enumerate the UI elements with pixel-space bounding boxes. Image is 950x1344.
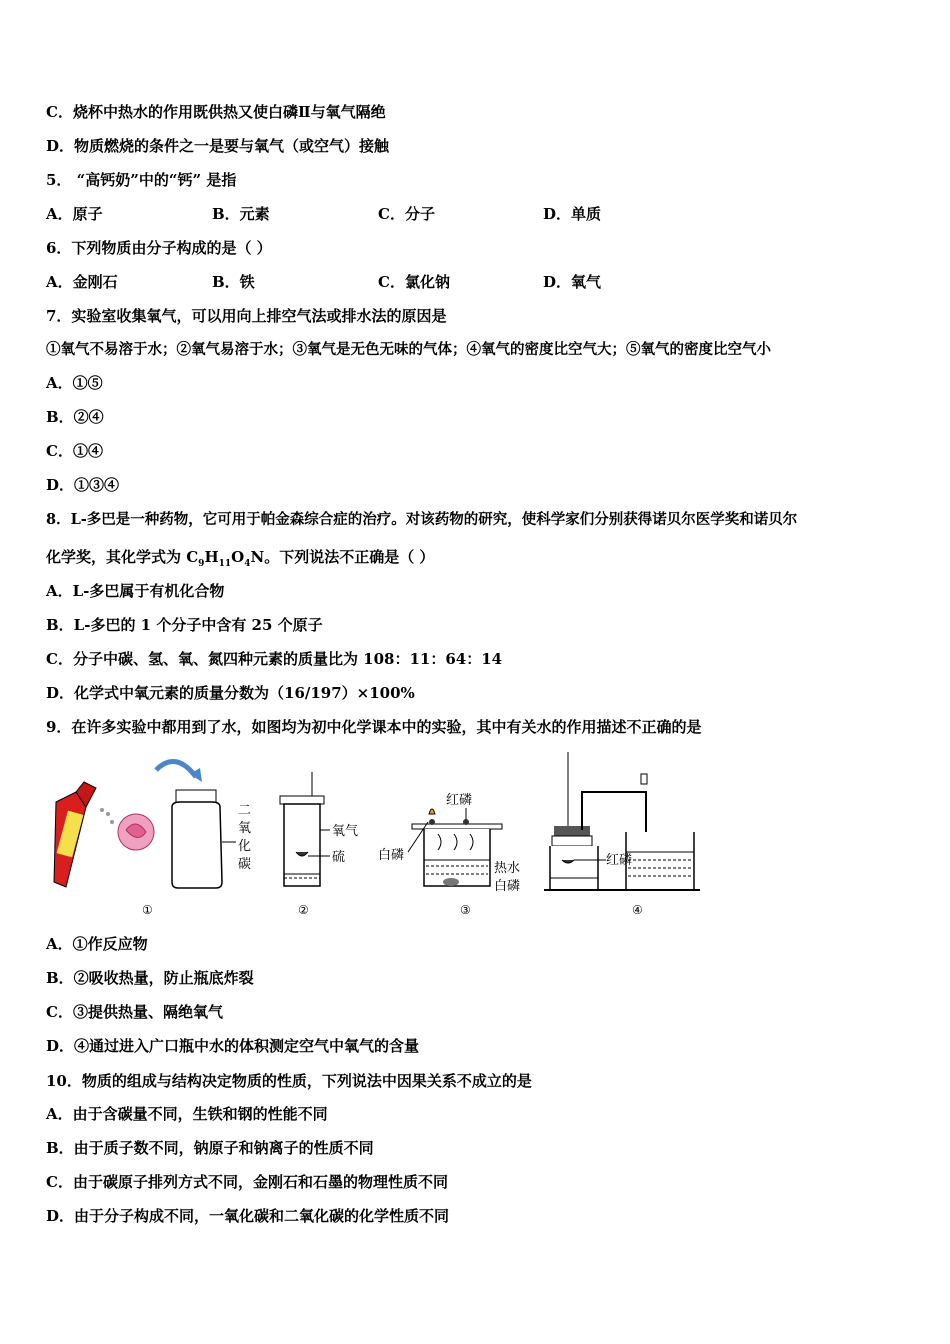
q7-statements: ①氧气不易溶于水；②氧气易溶于水；③氧气是无色无味的气体；④氧气的密度比空气大；⑤氧气的密度比空气小 xyxy=(46,341,771,358)
question-6: 6．下列物质由分子构成的是（ ） xyxy=(46,239,272,257)
figure-number-3: ③ xyxy=(460,903,471,917)
q9-option-d: D．④通过进入广口瓶中水的体积测定空气中氧气的含量 xyxy=(46,1037,420,1055)
q5-option-c: C．分子 xyxy=(378,205,435,223)
spray-bottle-icon xyxy=(54,782,114,887)
experiment-figure xyxy=(46,752,706,926)
white-p-label: 白磷 xyxy=(378,848,405,863)
arrow-icon xyxy=(156,761,196,777)
red-p2-label: 红磷 xyxy=(606,853,633,868)
q9-option-b: B．②吸收热量，防止瓶底炸裂 xyxy=(46,969,254,987)
q5-option-a: A．原子 xyxy=(46,205,103,223)
q5-option-d: D．单质 xyxy=(543,205,602,223)
question-8-formula-line: 化学奖，其化学式为 $C_9H_{11}O_4N$。下列说法不正确是（ ） xyxy=(46,548,435,569)
co2-label-2: 氧 xyxy=(238,821,252,836)
co2-jar xyxy=(172,790,222,888)
q10-option-d: D．由于分子构成不同，一氧化碳和二氧化碳的化学性质不同 xyxy=(46,1207,450,1225)
figure-number-1: ① xyxy=(142,903,153,917)
option-d-prev: D．物质燃烧的条件之一是要与氧气（或空气）接触 xyxy=(46,137,390,155)
q10-option-c: C．由于碳原子排列方式不同，金刚石和石墨的物理性质不同 xyxy=(46,1173,448,1191)
q6-option-c: C．氯化钠 xyxy=(378,273,450,291)
option-c-prev: C．烧杯中热水的作用既供热又使白磷Ⅱ与氧气隔绝 xyxy=(46,103,386,121)
question-8: 8．L-多巴是一种药物，它可用于帕金森综合症的治疗。对该药物的研究，使科学家们分别获得诺贝尔医学奖和诺贝尔 xyxy=(46,511,798,528)
beaker-hot-water xyxy=(412,809,502,886)
q6-option-a: A．金刚石 xyxy=(46,273,118,291)
q8-option-d: D．化学式中氧元素的质量分数为（16/197）×100% xyxy=(46,684,415,702)
red-p-label: 红磷 xyxy=(446,793,473,808)
rose-icon xyxy=(118,814,154,850)
question-5: 5． “高钙奶”中的“钙” 是指 xyxy=(46,171,237,189)
question-7: 7．实验室收集氧气，可以用向上排空气法或排水法的原因是 xyxy=(46,307,447,325)
q7-option-d: D．①③④ xyxy=(46,476,120,494)
q7-option-b: B．②④ xyxy=(46,408,104,426)
q8-option-a: A．L-多巴属于有机化合物 xyxy=(46,582,225,600)
co2-label-3: 化 xyxy=(238,839,252,854)
q5-option-b: B．元素 xyxy=(212,205,270,223)
q9-option-c: C．③提供热量、隔绝氧气 xyxy=(46,1003,223,1021)
sulfur-jar xyxy=(280,772,324,886)
hot-water-label: 热水 xyxy=(494,861,521,876)
q6-option-b: B．铁 xyxy=(212,273,255,291)
question-9: 9．在许多实验中都用到了水，如图均为初中化学课本中的实验，其中有关水的作用描述不正确的是 xyxy=(46,718,702,736)
co2-label-4: 碳 xyxy=(238,857,252,872)
q10-option-a: A．由于含碳量不同，生铁和钢的性能不同 xyxy=(46,1105,328,1123)
figure-number-4: ④ xyxy=(632,903,643,917)
co2-label-1: 二 xyxy=(238,803,252,818)
q7-option-a: A．①⑤ xyxy=(46,374,103,392)
q7-option-c: C．①④ xyxy=(46,442,103,460)
oxygen-label: 氧气 xyxy=(332,824,359,839)
q8-option-c: C．分子中碳、氢、氧、氮四种元素的质量比为 108：11：64：14 xyxy=(46,650,503,668)
q8-option-b: B．L-多巴的 1 个分子中含有 25 个原子 xyxy=(46,616,323,634)
question-10: 10．物质的组成与结构决定物质的性质，下列说法中因果关系不成立的是 xyxy=(46,1072,532,1090)
q6-option-d: D．氧气 xyxy=(543,273,602,291)
q9-option-a: A．①作反应物 xyxy=(46,935,148,953)
q10-option-b: B．由于质子数不同，钠原子和钠离子的性质不同 xyxy=(46,1139,374,1157)
figure-number-2: ② xyxy=(298,903,309,917)
white-p2-label: 白磷 xyxy=(494,879,521,894)
gas-apparatus xyxy=(544,752,700,890)
sulfur-label: 硫 xyxy=(332,850,346,865)
